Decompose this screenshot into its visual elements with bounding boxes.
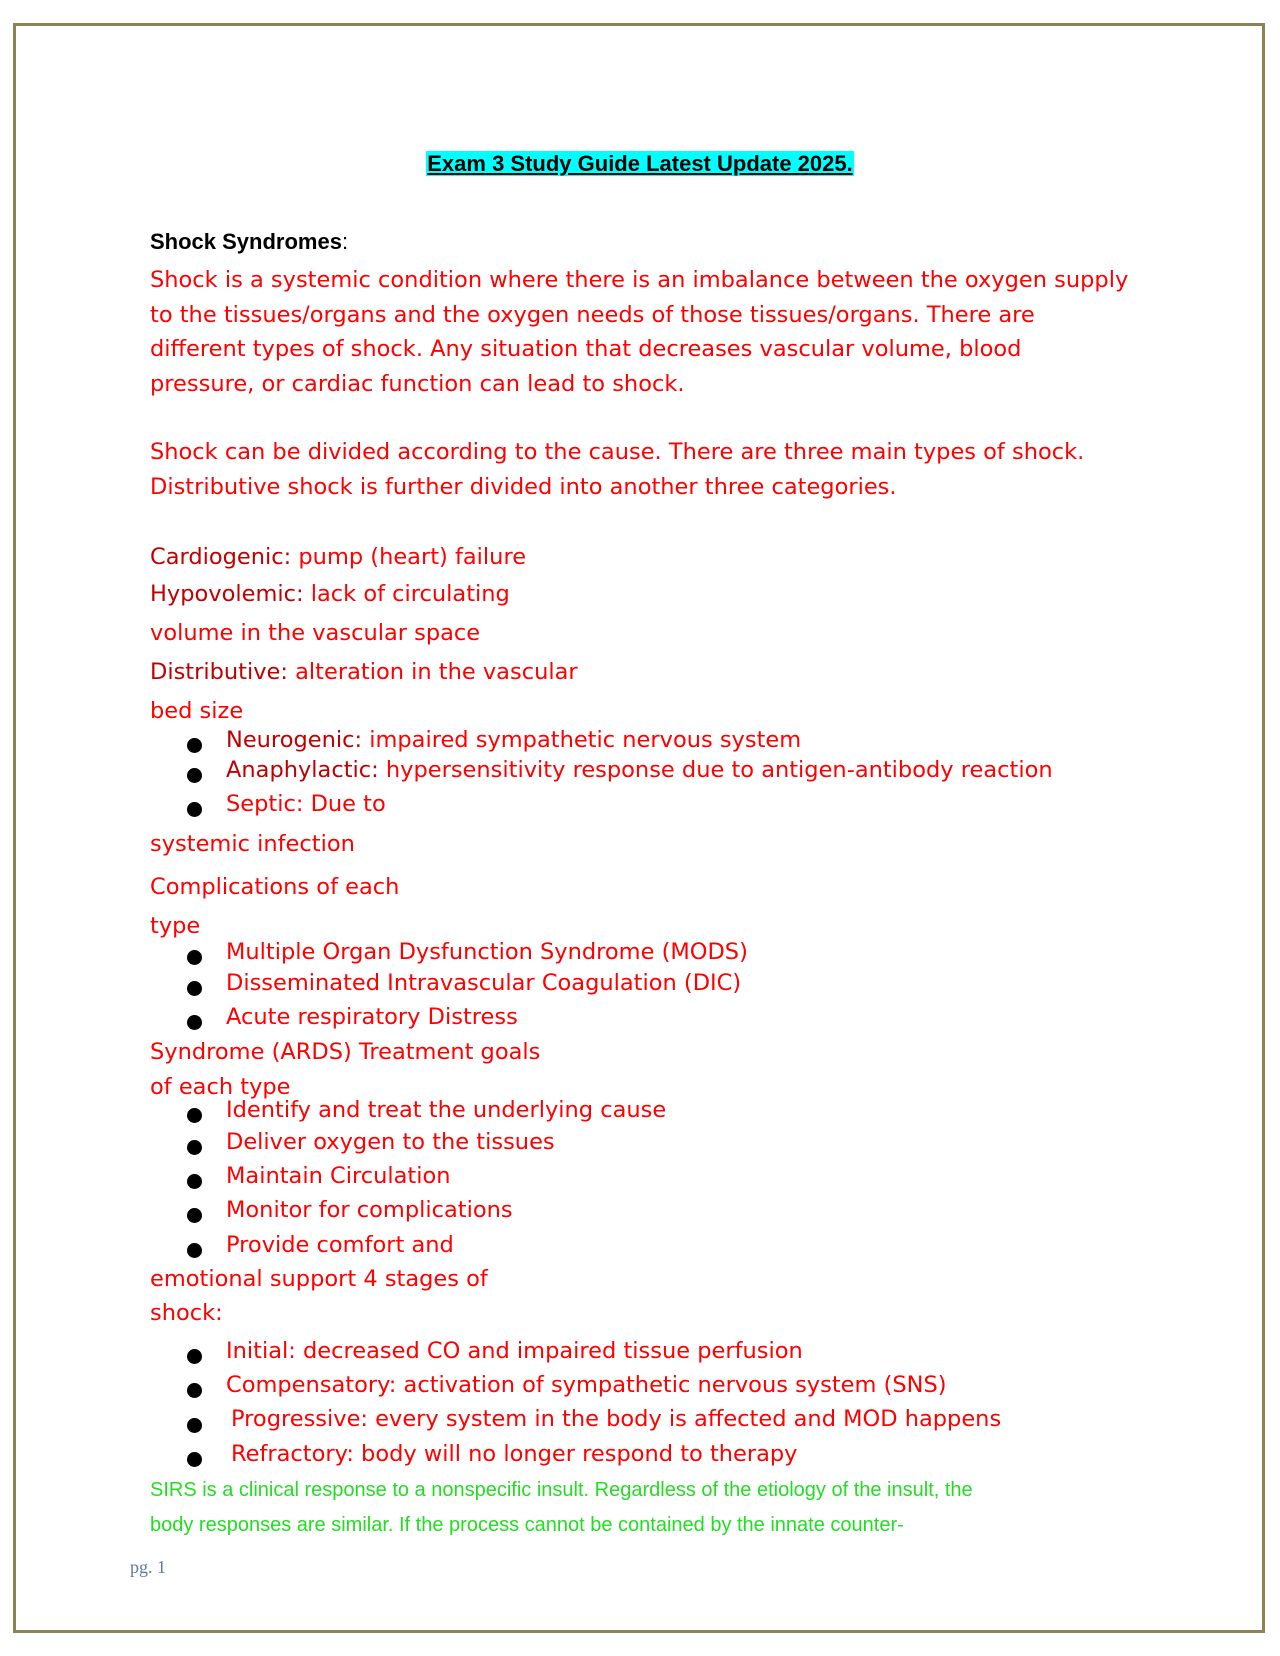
text-line: emotional support 4 stages of [150, 1266, 488, 1292]
list-item-goal: Monitor for complications [226, 1197, 513, 1223]
list-item-complication: Multiple Organ Dysfunction Syndrome (MODS) [226, 939, 748, 965]
list-item-neurogenic: Neurogenic: impaired sympathetic nervous system [226, 727, 802, 753]
text-line: shock: [150, 1300, 223, 1326]
bullet-marker [187, 1174, 202, 1189]
list-item-goal: Provide comfort and [226, 1232, 454, 1258]
bullet-marker [187, 1208, 202, 1223]
bullet-marker [187, 768, 202, 783]
bullet-marker [187, 1349, 202, 1364]
list-item-stage: Compensatory: activation of sympathetic nervous system (SNS) [226, 1372, 947, 1398]
text-line: Syndrome (ARDS) Treatment goals [150, 1039, 541, 1065]
text-line: type [150, 913, 201, 939]
list-item-goal: Identify and treat the underlying cause [226, 1097, 667, 1123]
types-paragraph: Shock can be divided according to the cause. There are three main types of shock. Distributive shock is further divided into another three categories. [150, 439, 1085, 500]
list-item-complication: Disseminated Intravascular Coagulation (DIC) [226, 970, 742, 996]
bullet-marker [187, 1452, 202, 1467]
document-title: Exam 3 Study Guide Latest Update 2025. [427, 151, 853, 176]
intro-paragraph: Shock is a systemic condition where there is an imbalance between the oxygen supply to the tissues/organs and the oxygen needs of those tissues/organs. There are different types of shock. Any situation that decreases vascular volume, blood pressure, or cardiac function can lead to shock. [150, 267, 1129, 397]
bullet-marker [187, 802, 202, 817]
bullet-marker [187, 981, 202, 996]
text-line: of each type [150, 1074, 291, 1100]
sirs-text-line: body responses are similar. If the process cannot be contained by the innate counter- [150, 1514, 904, 1536]
type-distributive-cont: bed size [150, 698, 244, 724]
type-distributive: Distributive: alteration in the vascular [150, 659, 578, 685]
sirs-text-line: SIRS is a clinical response to a nonspecific insult. Regardless of the etiology of the insult, the [150, 1479, 973, 1501]
list-item-stage: Progressive: every system in the body is affected and MOD happens [231, 1406, 1002, 1432]
bullet-marker [187, 1140, 202, 1155]
list-item-goal: Deliver oxygen to the tissues [226, 1129, 555, 1155]
bullet-marker [187, 1418, 202, 1433]
type-cardiogenic: Cardiogenic: pump (heart) failure [150, 544, 527, 570]
list-item-anaphylactic: Anaphylactic: hypersensitivity response due to antigen-antibody reaction [226, 757, 1053, 783]
list-item-septic: Septic: Due to [226, 791, 386, 817]
page-number: pg. 1 [130, 1557, 166, 1577]
type-hypovolemic: Hypovolemic: lack of circulating [150, 581, 510, 607]
text-line: Complications of each [150, 874, 400, 900]
type-hypovolemic-cont: volume in the vascular space [150, 620, 481, 646]
list-item-stage: Refractory: body will no longer respond to therapy [231, 1441, 798, 1467]
bullet-marker [187, 1383, 202, 1398]
bullet-marker [187, 1243, 202, 1258]
bullet-marker [187, 738, 202, 753]
bullet-marker [187, 1108, 202, 1123]
list-item-complication: Acute respiratory Distress [226, 1004, 518, 1030]
section-heading: Shock Syndromes: [150, 229, 349, 254]
text-line: systemic infection [150, 831, 355, 857]
list-item-goal: Maintain Circulation [226, 1163, 451, 1189]
bullet-marker [187, 1015, 202, 1030]
list-item-stage: Initial: decreased CO and impaired tissue perfusion [226, 1338, 803, 1364]
bullet-marker [187, 950, 202, 965]
